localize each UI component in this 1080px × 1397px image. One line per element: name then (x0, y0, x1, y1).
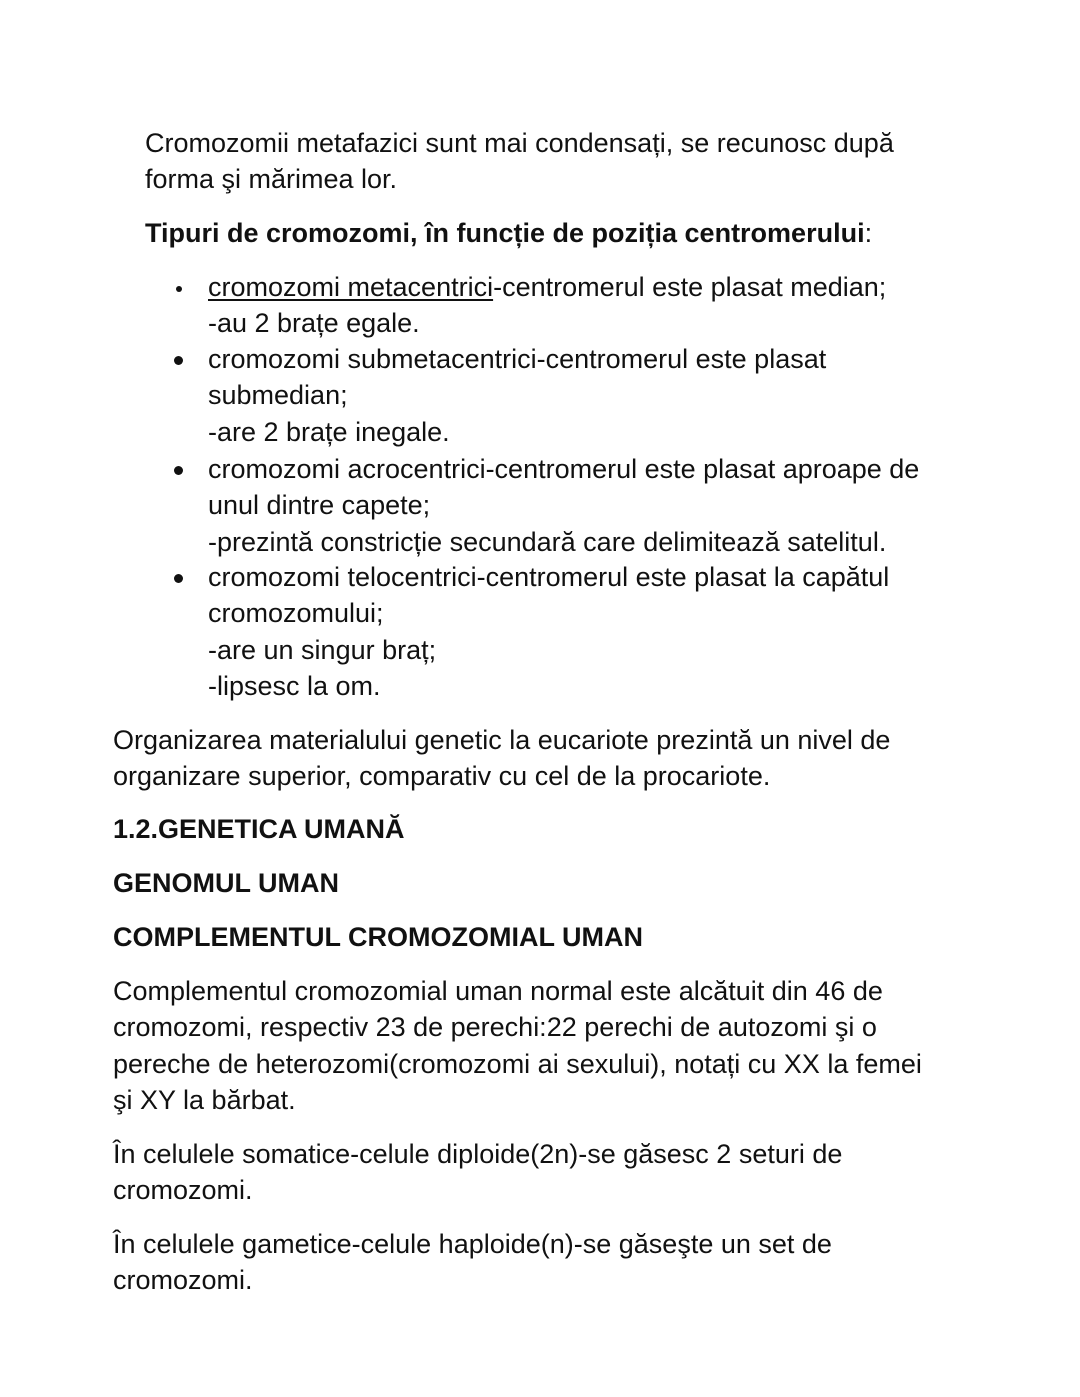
text-line: forma şi mărimea lor. (145, 164, 398, 195)
text-line: -are 2 brațe inegale. (208, 416, 450, 447)
text-line: unul dintre capete; (208, 490, 431, 521)
section-title: 1.2.GENETICA UMANĂ (113, 814, 405, 844)
text-line: şi XY la bărbat. (113, 1084, 296, 1115)
list-term: cromozomi metacentrici (208, 272, 494, 302)
text-line: Organizarea materialului genetic la eucariote prezintă un nivel de (113, 725, 891, 755)
types-heading (145, 215, 872, 251)
text-line: -centromerul este plasat median; (493, 272, 887, 302)
heading-text: Tipuri de cromozomi, în funcție de poziția centromerului (145, 218, 865, 248)
subsection-title: GENOMUL UMAN (113, 868, 339, 898)
bullet-icon (174, 356, 183, 365)
heading-colon: : (864, 218, 873, 248)
text-line: cromozomi, respectiv 23 de perechi:22 perechi de autozomi şi o (113, 1012, 877, 1043)
text-line: Complementul cromozomial uman normal este alcătuit din 46 de (113, 976, 883, 1006)
text-line: În celulele gametice-celule haploide(n)-se găseşte un set de (113, 1229, 832, 1259)
list-item (208, 269, 1008, 342)
text-line: pereche de heterozomi(cromozomi ai sexului), notați cu XX la femei (113, 1048, 922, 1079)
text-line: organizare superior, comparativ cu cel de la procariote. (113, 761, 771, 792)
text-line: -are un singur braț; (208, 634, 437, 665)
complement-paragraph (113, 973, 922, 1118)
text-line: cromozomi acrocentrici-centromerul este plasat aproape de (208, 454, 920, 484)
text-line: -au 2 brațe egale. (208, 308, 420, 339)
gametic-paragraph (113, 1226, 832, 1299)
text-line: În celulele somatice-celule diploide(2n)-se găsesc 2 seturi de (113, 1139, 843, 1169)
bullet-icon (176, 286, 182, 292)
intro-paragraph (145, 125, 894, 198)
text-line: -lipsesc la om. (208, 670, 381, 701)
text-line: cromozomi submetacentrici-centromerul este plasat (208, 344, 827, 374)
bullet-icon (174, 574, 183, 583)
organization-paragraph (113, 722, 890, 795)
list-item (208, 451, 1008, 560)
somatic-paragraph (113, 1136, 842, 1209)
text-line: submedian; (208, 380, 348, 411)
bullet-icon (174, 466, 183, 475)
list-item (208, 559, 1008, 704)
text-line: cromozomi. (113, 1265, 253, 1296)
text-line: Cromozomii metafazici sunt mai condensați, se recunosc după (145, 128, 894, 158)
text-line: cromozomi telocentrici-centromerul este plasat la capătul (208, 562, 890, 592)
subsubsection-title: COMPLEMENTUL CROMOZOMIAL UMAN (113, 922, 643, 952)
text-line: cromozomi. (113, 1175, 253, 1206)
list-item (208, 341, 1008, 450)
text-line: cromozomului; (208, 598, 384, 629)
text-line: -prezintă constricție secundară care delimitează satelitul. (208, 526, 887, 557)
